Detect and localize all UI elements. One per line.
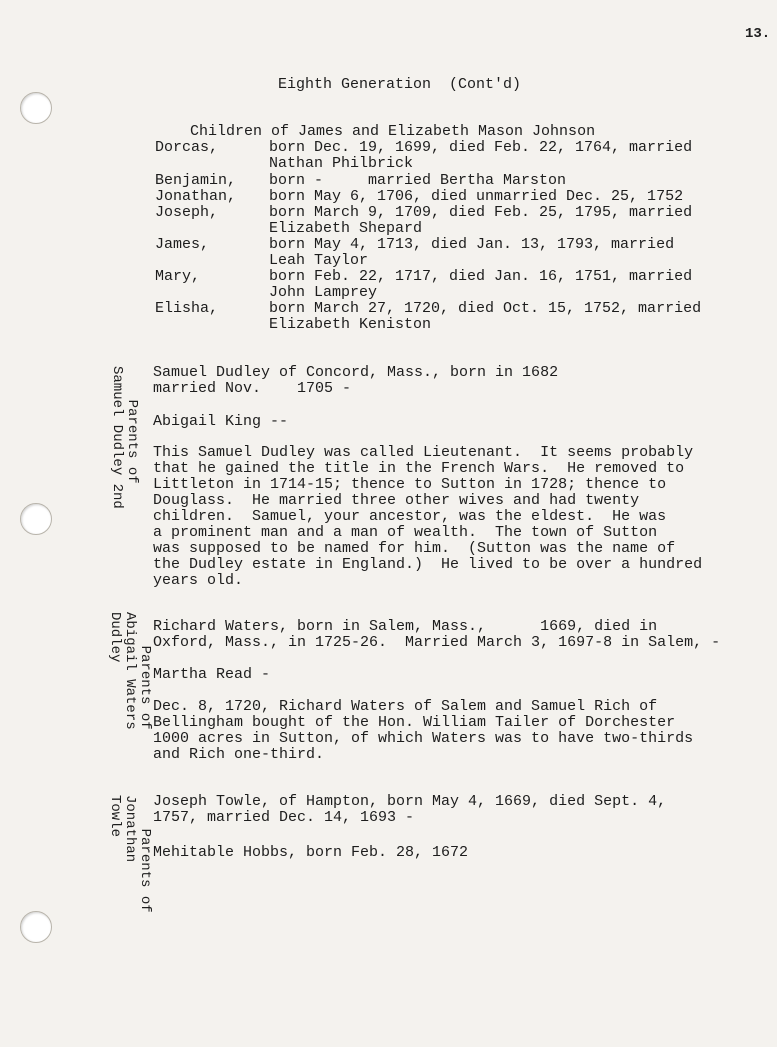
section-text-line: Oxford, Mass., in 1725-26. Married March 3, 1697-8 in Salem, - [153,634,721,651]
side-label-line: Dudley [107,612,123,663]
side-label-line: Jonathan [122,795,138,863]
punch-hole-bottom [20,911,52,943]
section-text-line: Littleton in 1714-15; thence to Sutton in 1728; thence to [153,476,667,493]
side-label-line: Parents of [137,645,153,730]
child-details: born May 6, 1706, died unmarried Dec. 25, 1752 [269,188,684,205]
section-text-line: Bellingham bought of the Hon. William Tailer of Dorchester [153,714,676,731]
section-text-line: a prominent man and a man of wealth. The town of Sutton [153,524,658,541]
child-details: born May 4, 1713, died Jan. 13, 1793, married [269,236,675,253]
section-text-line: years old. [153,572,244,589]
section-text-line: Mehitable Hobbs, born Feb. 28, 1672 [153,844,469,861]
child-details: Leah Taylor [269,252,369,269]
section-text-line: Richard Waters, born in Salem, Mass., 1669, died in [153,618,658,635]
child-details: Elizabeth Keniston [269,316,432,333]
section-text-line: the Dudley estate in England.) He lived to be over a hundred [153,556,703,573]
section-text-line: that he gained the title in the French Wars. He removed to [153,460,685,477]
side-label-line: Abigail Waters [122,612,138,730]
child-name: Jonathan, [155,188,237,205]
child-details: Elizabeth Shepard [269,220,423,237]
child-name: Mary, [155,268,201,285]
section-text-line: Martha Read - [153,666,271,683]
section-side-label [94,366,154,536]
section-text-line: was supposed to be named for him. (Sutton was the name of [153,540,676,557]
punch-hole-top [20,92,52,124]
child-details: Nathan Philbrick [269,155,414,172]
child-details: born March 9, 1709, died Feb. 25, 1795, married [269,204,693,221]
child-name: Benjamin, [155,172,237,189]
child-details: born - married Bertha Marston [269,172,567,189]
child-details: born March 27, 1720, died Oct. 15, 1752, married [269,300,702,317]
children-heading: Children of James and Elizabeth Mason Johnson [190,123,596,140]
page-heading: Eighth Generation (Cont'd) [278,76,522,93]
section-text-line: Abigail King -- [153,413,289,430]
section-text-line: Samuel Dudley of Concord, Mass., born in 1682 [153,364,559,381]
side-label-line: Samuel Dudley 2nd [109,366,125,509]
section-text-line: and Rich one-third. [153,746,325,763]
section-text-line: Dec. 8, 1720, Richard Waters of Salem and Samuel Rich of [153,698,658,715]
section-text-line: married Nov. 1705 - [153,380,352,397]
section-text-line: Douglass. He married three other wives and had twenty [153,492,640,509]
section-text-line: 1000 acres in Sutton, of which Waters was to have two-thirds [153,730,694,747]
punch-hole-middle [20,503,52,535]
child-details: born Feb. 22, 1717, died Jan. 16, 1751, married [269,268,693,285]
side-label-line: Parents of [124,399,140,484]
section-text-line: children. Samuel, your ancestor, was the eldest. He was [153,508,667,525]
section-text-line: 1757, married Dec. 14, 1693 - [153,809,415,826]
child-name: James, [155,236,210,253]
child-details: born Dec. 19, 1699, died Feb. 22, 1764, married [269,139,693,156]
side-label-line: Parents of [137,828,153,913]
page-number: 13. [745,26,771,42]
child-name: Elisha, [155,300,219,317]
section-text-line: This Samuel Dudley was called Lieutenant. It seems probably [153,444,694,461]
child-details: John Lamprey [269,284,378,301]
section-text-line: Joseph Towle, of Hampton, born May 4, 1669, died Sept. 4, [153,793,667,810]
side-label-line: Towle [107,795,123,838]
child-name: Dorcas, [155,139,219,156]
child-name: Joseph, [155,204,219,221]
